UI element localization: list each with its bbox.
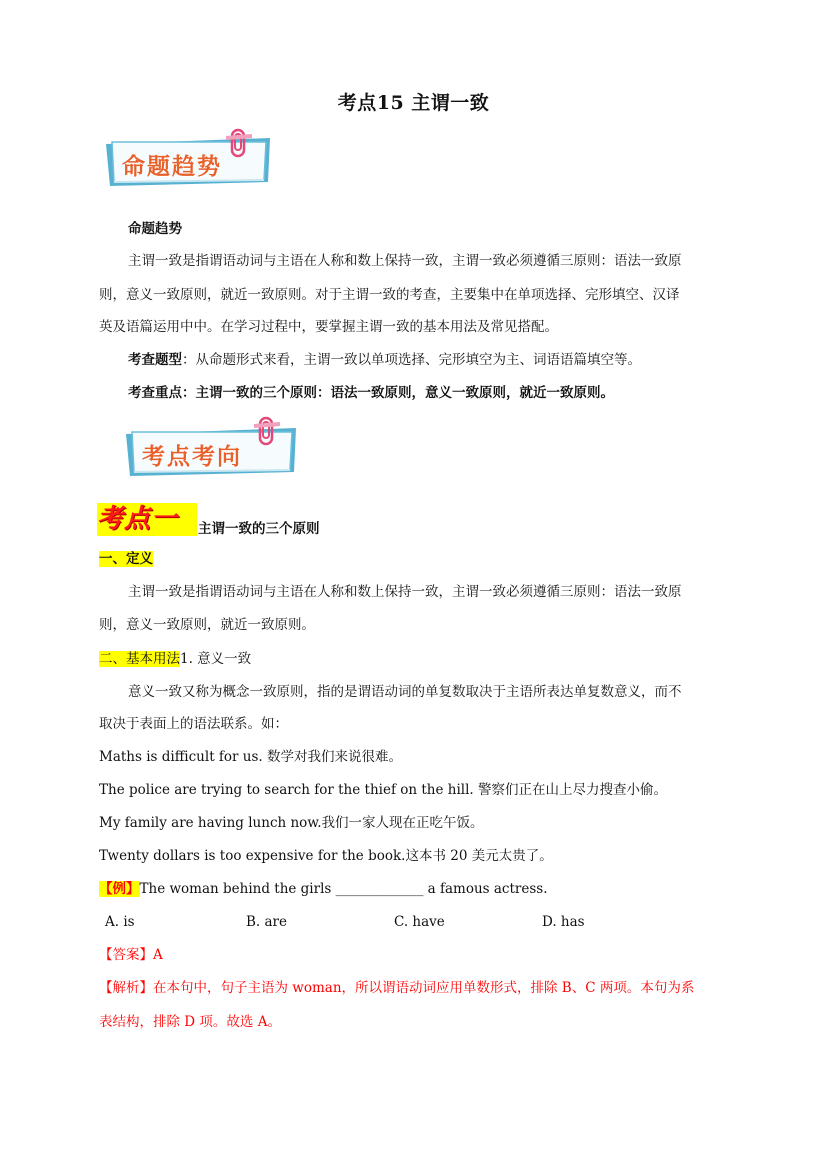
usage-heading — [99, 649, 729, 669]
answer-options — [105, 912, 735, 932]
banner-direction — [120, 416, 302, 480]
trend-heading: 命题趋势 — [128, 221, 182, 237]
example-question-text: The woman behind the girls _____________ a famous actress. — [139, 881, 548, 897]
option-a: A. is — [105, 914, 135, 930]
question-type — [128, 350, 729, 370]
meaning-line-1: 意义一致又称为概念一致原则，指的是谓语动词的单复数取决于主语所表达单复数意义，而不 — [128, 684, 682, 700]
answer-line: 【答案】A — [99, 947, 163, 963]
meaning-line-2: 取决于表面上的语法联系。如： — [99, 716, 288, 732]
definition-heading — [99, 549, 729, 569]
option-c: C. have — [394, 914, 445, 930]
point-one-title: 主谓一致的三个原则 — [198, 521, 320, 537]
trend-paragraph-line-1: 主谓一致是指谓语动词与主语在人称和数上保持一致，主谓一致必须遵循三原则：语法一致原 — [128, 253, 682, 269]
exam-focus-text: ：主谓一致的三个原则：语法一致原则，意义一致原则，就近一致原则。 — [182, 385, 614, 401]
analysis-line-2: 表结构，排除 D 项。故选 A。 — [99, 1014, 281, 1030]
banner-trend — [100, 128, 275, 190]
usage-heading-text: 二、基本用法 — [99, 651, 180, 667]
example-question — [99, 879, 729, 899]
page-title: 考点15 主谓一致 — [337, 92, 490, 114]
trend-paragraph-line-2: 则，意义一致原则，就近一致原则。对于主谓一致的考查，主要集中在单项选择、完形填空、汉译 — [99, 287, 680, 303]
trend-paragraph-line-3: 英及语篇运用中中。在学习过程中，要掌握主谓一致的基本用法及常见搭配。 — [99, 319, 558, 335]
definition-heading-text: 一、定义 — [99, 551, 153, 567]
analysis-line-1: 【解析】在本句中，句子主语为 woman，所以谓语动词应用单数形式，排除 B、C 两项。本句为系 — [99, 980, 695, 996]
point-one-badge: 考点一 — [97, 503, 197, 536]
option-d: D. has — [542, 914, 585, 930]
option-b: B. are — [246, 914, 287, 930]
banner-direction-label: 考点考向 — [142, 444, 242, 470]
definition-line-2: 则，意义一致原则，就近一致原则。 — [99, 617, 315, 633]
question-type-label: 考查题型 — [128, 352, 182, 368]
example-sentence: The police are trying to search for the thief on the hill. 警察们正在山上尽力搜查小偷。 — [99, 782, 667, 798]
example-sentence: My family are having lunch now.我们一家人现在正吃午饭。 — [99, 815, 484, 831]
example-sentence: Twenty dollars is too expensive for the book.这本书 20 美元太贵了。 — [99, 848, 553, 864]
usage-subheading: 1. 意义一致 — [180, 651, 252, 667]
exam-focus-label: 考查重点 — [128, 385, 182, 401]
definition-line-1: 主谓一致是指谓语动词与主语在人称和数上保持一致，主谓一致必须遵循三原则：语法一致原 — [128, 584, 682, 600]
example-tag: 【例】 — [99, 881, 140, 897]
exam-focus — [128, 383, 729, 403]
banner-trend-label: 命题趋势 — [122, 154, 222, 180]
question-type-text: ：从命题形式来看，主谓一致以单项选择、完形填空为主、词语语篇填空等。 — [182, 352, 641, 368]
example-sentence: Maths is difficult for us. 数学对我们来说很难。 — [99, 749, 402, 765]
